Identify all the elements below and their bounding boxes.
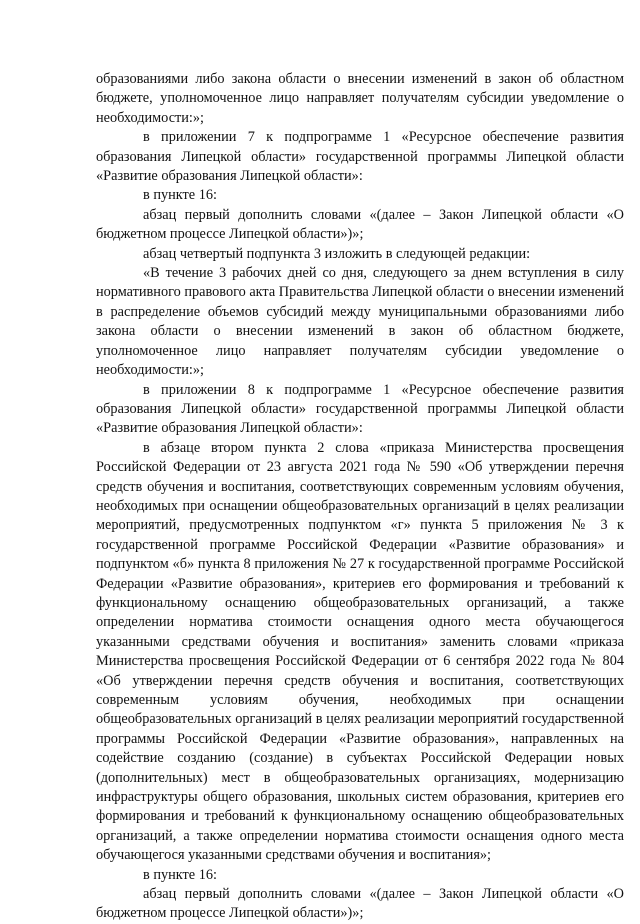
paragraph: «В течение 3 рабочих дней со дня, следующего за днем вступления в силу нормативного правового акта Правительства Липецкой области о внесении изменений в распределение объемов субсидий между муниципальными образованиями либо закона области о внесении изменений в закон об областном бюджете, уполномоченное лицо направляет получателям субсидии уведомление о необходимости:»;: [96, 265, 624, 379]
document-page: [96, 70, 624, 924]
paragraph: образованиями либо закона области о внесении изменений в закон об областном бюджете, уполномоченное лицо направляет получателям субсидии уведомление о необходимости:»;: [96, 71, 624, 126]
paragraph: абзац первый дополнить словами «(далее – Закон Липецкой области «О бюджетном процессе Липецкой области»)»;: [96, 886, 624, 922]
paragraph: в пункте 16:: [143, 866, 217, 883]
paragraph: в приложении 7 к подпрограмме 1 «Ресурсное обеспечение развития образования Липецкой области» государственной программы Липецкой области «Развитие образования Липецкой области»:: [96, 129, 624, 185]
paragraph: в пункте 16:: [143, 187, 217, 204]
paragraph: абзац первый дополнить словами «(далее – Закон Липецкой области «О бюджетном процессе Липецкой области»)»;: [96, 206, 624, 243]
paragraph: в приложении 8 к подпрограмме 1 «Ресурсное обеспечение развития образования Липецкой области» государственной программы Липецкой области «Развитие образования Липецкой области»:: [96, 381, 624, 437]
paragraph: в абзаце втором пункта 2 слова «приказа Министерства просвещения Российской Федерации от 23 августа 2021 года № 590 «Об утверждении перечня средств обучения и воспитания, соответствующих современным условиям обучения, необходимых при оснащении общеобразовательных организаций в целях реализации мероприятий, предусмотренных подпунктом «г» пункта 5 приложения № 3 к государственной программе Российской Федерации «Развитие образования» и подпунктом «б» пункта 8 приложения № 27 к государственной программе Российской Федерации «Развитие образования», критериев его формирования и требований к функциональному оснащению общеобразовательных организаций, а также определении норматива стоимости оснащения одного места обучающегося указанными средствами обучения и воспитания» заменить словами «приказа Министерства просвещения Российской Федерации от 6 сентября 2022 года № 804 «Об утверждении перечня средств обучения и воспитания, соответствующих современным условиям обучения, необходимых при оснащении общеобразовательных организаций в целях реализации мероприятий государственной программы Российской Федерации «Развитие образования», направленных на содействие созданию (создание) в субъектах Российской Федерации новых (дополнительных) мест в общеобразовательных организациях, модернизацию инфраструктуры общего образования, школьных систем образования, критериев его формирования и требований к функциональному оснащению общеобразовательных организаций, а также определении норматива стоимости оснащения одного места обучающегося указанными средствами обучения и воспитания»;: [96, 439, 624, 864]
paragraph: абзац четвертый подпункта 3 изложить в следующей редакции:: [143, 245, 531, 262]
